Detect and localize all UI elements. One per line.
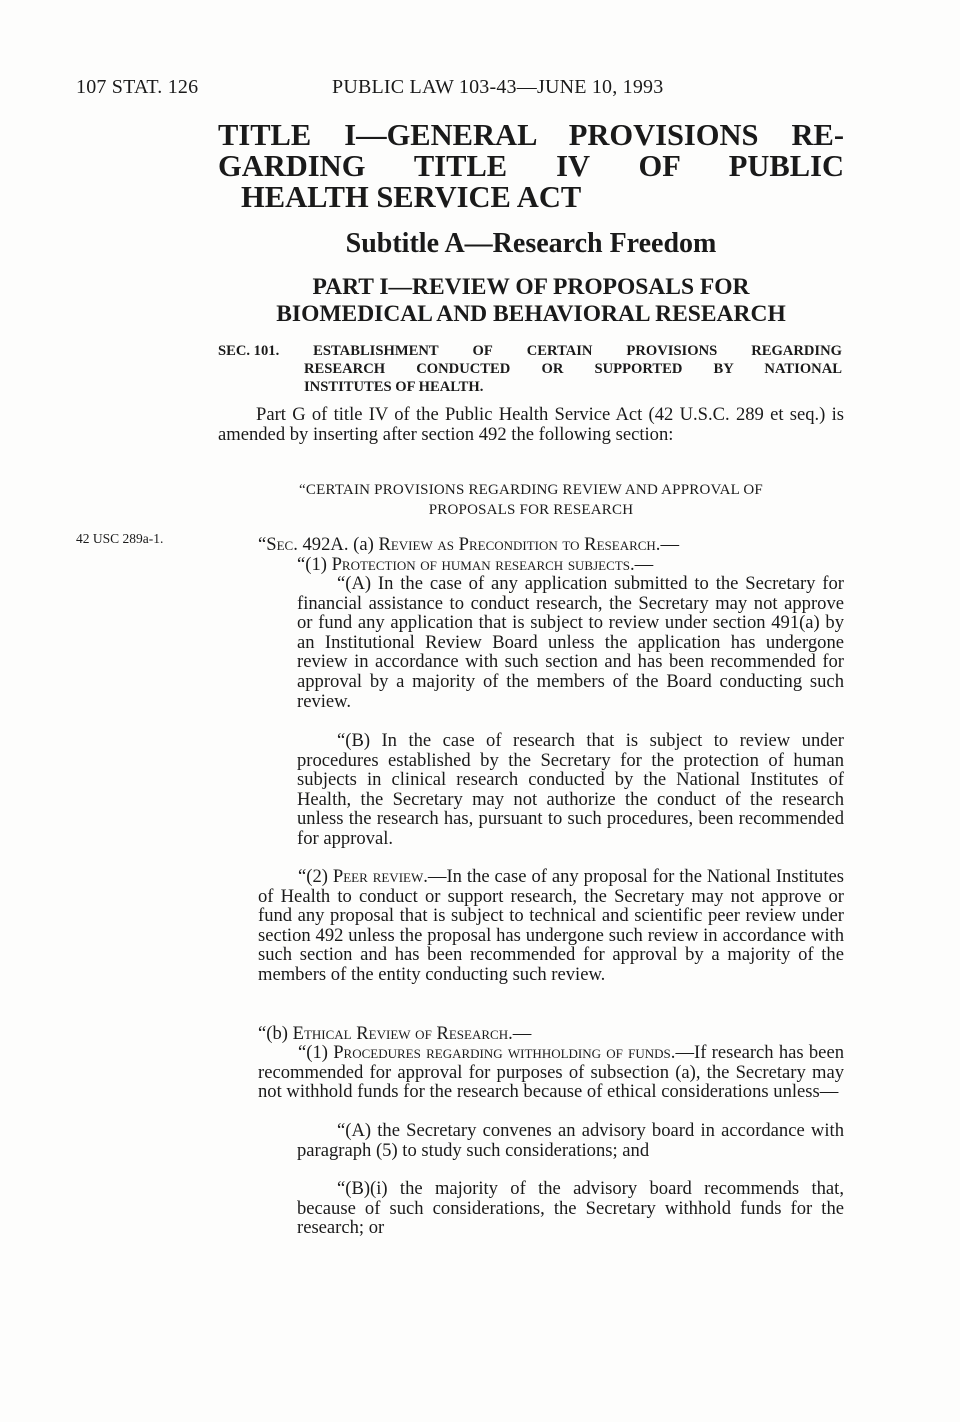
- paragraph-label: “(1): [297, 554, 327, 575]
- subsection-a-heading: [258, 535, 844, 555]
- section-heading-word: CERTAIN: [526, 343, 593, 359]
- paragraph-1-B: “(B) In the case of research that is subject to review under procedures established by the Secretary for the protection of human subjects in clinical research conducted by the National Institutes of Health, the Secretary may not authorize the conduct of the research unless the research has, pursuant to such procedures, been recommended for approval.: [297, 730, 844, 849]
- subsection-b-heading: [258, 1024, 844, 1044]
- quoted-section-heading: [218, 480, 844, 520]
- part-heading-line: BIOMEDICAL AND BEHAVIORAL RESEARCH: [276, 301, 786, 327]
- subsection-heading: Ethical Review of Research.—: [292, 1023, 532, 1044]
- paragraph-heading: Protection of human research subjects.—: [331, 554, 654, 575]
- intro-paragraph: Part G of title IV of the Public Health Service Act (42 U.S.C. 289 et seq.) is amended by inserting after section 492 the following section:: [218, 404, 844, 445]
- title-line: HEALTH SERVICE ACT: [241, 180, 582, 214]
- paragraph-b1: [258, 1043, 844, 1102]
- part-heading: [218, 274, 844, 328]
- title-line: TITLE I—GENERAL PROVISIONS RE-: [218, 118, 844, 152]
- subsection-label: (a): [353, 534, 374, 555]
- section-heading-line-1: [218, 342, 842, 360]
- paragraph-label: “(2): [298, 866, 328, 887]
- section-heading-line-2: RESEARCH CONDUCTED OR SUPPORTED BY NATIONAL: [304, 361, 842, 377]
- paragraph-1-heading: [297, 555, 844, 575]
- section-heading-word: OF: [472, 343, 493, 359]
- paragraph-heading: Procedures regarding withholding of funds.: [333, 1042, 676, 1063]
- quoted-heading-line: “CERTAIN PROVISIONS REGARDING REVIEW AND APPROVAL OF: [299, 482, 763, 498]
- section-heading-word: REGARDING: [751, 343, 842, 359]
- statute-citation: 107 STAT. 126: [76, 76, 199, 98]
- subsection-label: “(b): [258, 1023, 288, 1044]
- section-heading-word: ESTABLISHMENT: [313, 343, 439, 359]
- paragraph-heading: Peer review.: [332, 866, 428, 887]
- paragraph-text: —In the case of any proposal for the National Institutes of Health to conduct or support research, the Secretary may not approve or fund any proposal that is subject to technical and scientific peer review under section 492 unless the proposal has undergone such review in accordance with such section and has been recommended for approval by a majority of the members of the entity conducting such review.: [258, 866, 845, 985]
- section-lead: “Sec. 492A.: [258, 534, 349, 555]
- section-heading-line-3: INSTITUTES OF HEALTH.: [304, 379, 484, 395]
- subtitle-heading: Subtitle A—Research Freedom: [345, 228, 717, 259]
- paragraph-2: [258, 867, 844, 985]
- title-line: GARDING TITLE IV OF PUBLIC: [218, 149, 844, 183]
- subsection-heading: Review as Precondition to Research.—: [378, 534, 680, 555]
- part-heading-line: PART I—REVIEW OF PROPOSALS FOR: [312, 274, 750, 300]
- section-number: SEC. 101.: [218, 343, 280, 359]
- paragraph-1-A: “(A) In the case of any application submitted to the Secretary for financial assistance to conduct research, the Secretary may not approve or fund any application that is subject to review under section 491(a) by an Institutional Review Board unless the application has undergone review in accordance with such section and has been recommended for approval by a majority of the members of the Board conducting such review.: [297, 573, 844, 712]
- paragraph-label: “(1): [298, 1042, 328, 1063]
- paragraph-b1-A: “(A) the Secretary convenes an advisory board in accordance with paragraph (5) to study such considerations; and: [297, 1120, 844, 1161]
- public-law-citation: PUBLIC LAW 103-43—JUNE 10, 1993: [332, 76, 664, 98]
- section-heading: [218, 342, 842, 396]
- quoted-heading-line: PROPOSALS FOR RESEARCH: [428, 502, 634, 518]
- paragraph-b1-B: “(B)(i) the majority of the advisory board recommends that, because of such considerations, the Secretary withhold funds for the research; or: [297, 1178, 844, 1239]
- title-heading: [218, 120, 844, 213]
- margin-note: 42 USC 289a-1.: [76, 531, 164, 546]
- section-heading-word: PROVISIONS: [626, 343, 718, 359]
- paragraph-text: —If research has been recommended for approval for purposes of subsection (a), the Secretary may not withhold funds for the research because of ethical considerations unless—: [258, 1042, 844, 1103]
